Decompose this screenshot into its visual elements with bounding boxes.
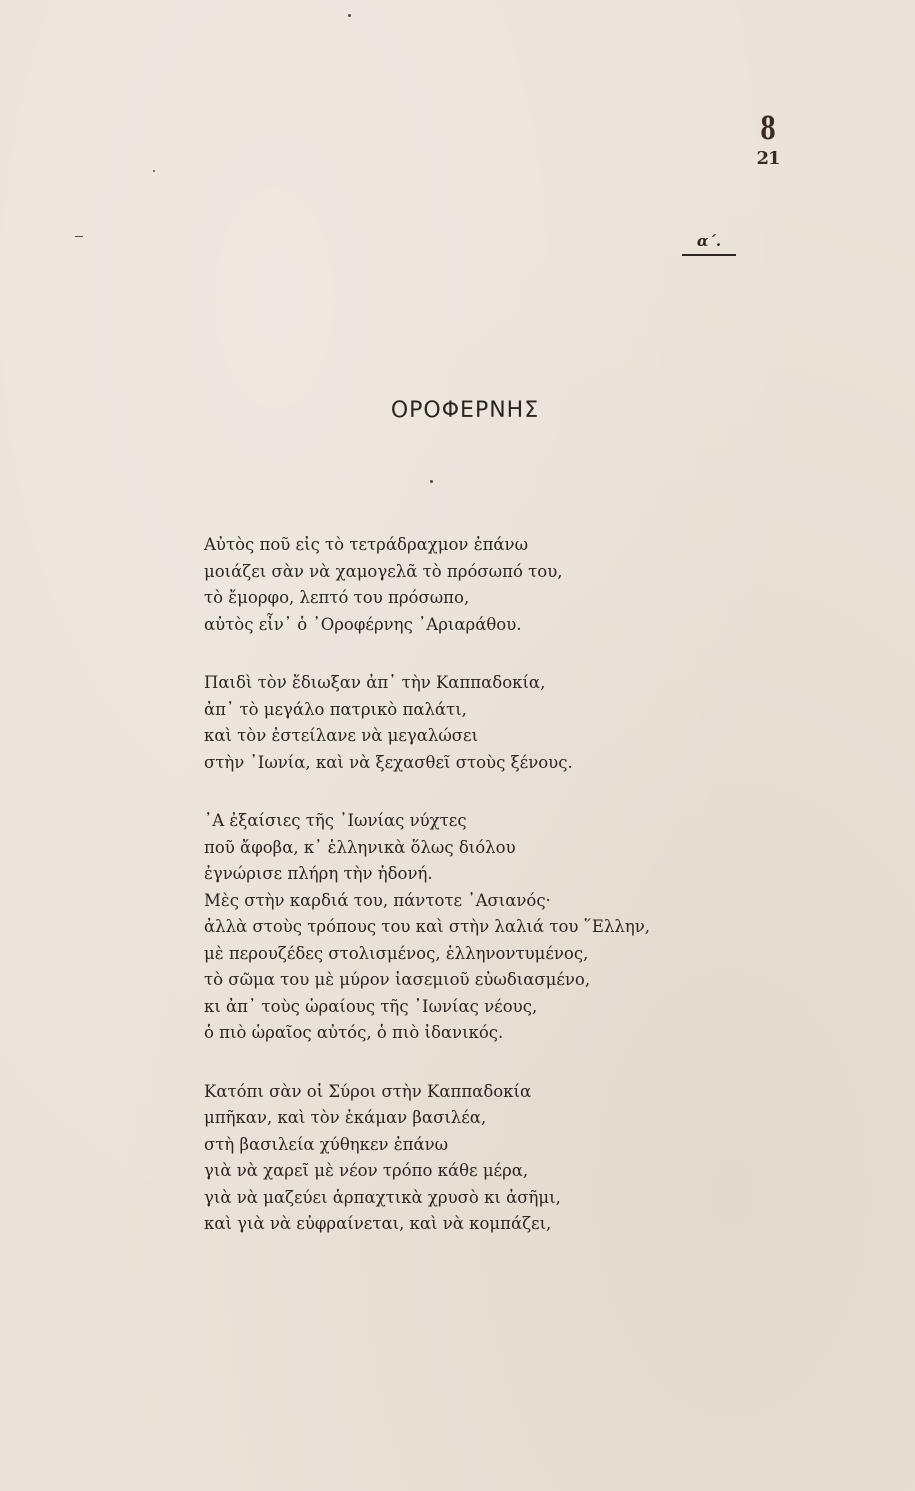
poem-line: Μὲς στὴν καρδιά του, πάντοτε ᾽Ασιανός· xyxy=(204,890,551,910)
poem-line: ἐγνώρισε πλήρη τὴν ἡδονή. xyxy=(204,864,433,883)
paper-speck xyxy=(153,170,155,172)
section-number: α΄. xyxy=(682,232,736,256)
poem-line: Κατόπι σὰν οἱ Σύροι στὴν Καππαδοκία xyxy=(204,1081,532,1101)
poem-body xyxy=(204,532,804,1270)
paper-speck xyxy=(75,236,83,237)
poem-line: καὶ τὸν ἐστείλανε νὰ μεγαλώσει xyxy=(204,726,479,745)
poem-line: καὶ γιὰ νὰ εὐφραίνεται, καὶ νὰ κομπάζει, xyxy=(204,1214,552,1233)
stanza xyxy=(204,1079,804,1238)
poem-line: μὲ περουζέδες στολισμένος, ἑλληνοντυμένος, xyxy=(204,943,589,963)
poem-title: ΟΡΟΦΕΡΝΗΣ xyxy=(390,398,540,423)
poem-line: ἀλλὰ στοὺς τρόπους του καὶ στὴν λαλιά του ῞Ελλην, xyxy=(204,917,651,936)
paper-speck xyxy=(430,480,433,483)
poem-line: γιὰ νὰ χαρεῖ μὲ νέον τρόπο κάθε μέρα, xyxy=(204,1161,529,1180)
stanza xyxy=(204,808,804,1047)
poem-line: Παιδὶ τὸν ἔδιωξαν ἀπ᾽ τὴν Καππαδοκία, xyxy=(204,673,546,692)
poem-line: τὸ σῶμα του μὲ μύρον ἰασεμιοῦ εὐωδιασμένο, xyxy=(204,970,591,989)
poem-line: γιὰ νὰ μαζεύει ἁρπαχτικὰ χρυσὸ κι ἀσῆμι, xyxy=(204,1187,561,1207)
stanza xyxy=(204,670,804,776)
poem-line: μοιάζει σὰν νὰ χαμογελᾶ τὸ πρόσωπό του, xyxy=(204,561,563,581)
poem-line: κι ἀπ᾽ τοὺς ὡραίους τῆς ᾽Ιωνίας νέους, xyxy=(204,996,538,1016)
poem-line: αὐτὸς εἶν᾽ ὁ ᾽Οροφέρνης ᾽Αριαράθου. xyxy=(204,614,522,634)
handwritten-number: 21 xyxy=(756,148,780,169)
poem-line: στὴν ᾽Ιωνία, καὶ νὰ ξεχασθεῖ στοὺς ξένους. xyxy=(204,752,573,772)
paper-speck xyxy=(348,14,351,17)
poem-line: μπῆκαν, καὶ τὸν ἐκάμαν βασιλέα, xyxy=(204,1108,487,1127)
handwritten-mark: 8 xyxy=(760,109,776,147)
poem-line: ᾽Α ἐξαίσιες τῆς ᾽Ιωνίας νύχτες xyxy=(204,811,467,830)
handwritten-page-number xyxy=(748,109,788,169)
poem-line: ἀπ᾽ τὸ μεγάλο πατρικὸ παλάτι, xyxy=(204,699,467,719)
stanza xyxy=(204,532,804,638)
poem-line: ποῦ ἄφοβα, κ᾽ ἑλληνικὰ ὅλως διόλου xyxy=(204,837,516,857)
poem-line: Αὐτὸς ποῦ εἰς τὸ τετράδραχμον ἐπάνω xyxy=(204,535,529,554)
poem-line: τὸ ἔμορφο, λεπτό του πρόσωπο, xyxy=(204,588,470,607)
poem-line: ὁ πιὸ ὡραῖος αὐτός, ὁ πιὸ ἰδανικός. xyxy=(204,1023,504,1042)
poem-line: στὴ βασιλεία χύθηκεν ἐπάνω xyxy=(204,1134,449,1154)
